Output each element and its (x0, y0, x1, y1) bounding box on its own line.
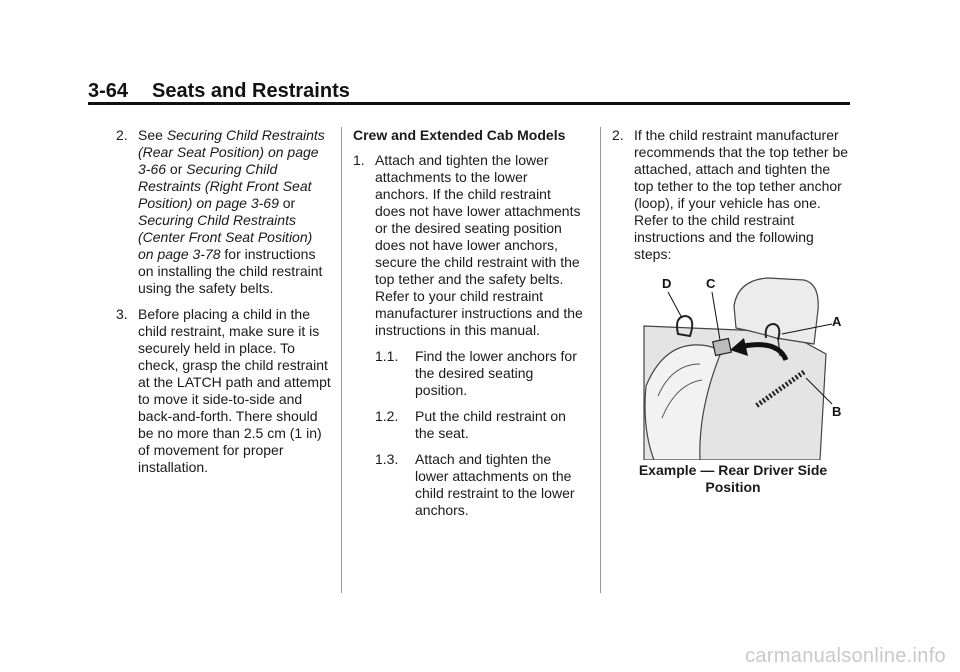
header-rule (88, 102, 850, 105)
item-number: 3. (116, 306, 128, 322)
item-text: Find the lower anchors for the desired seating position. (415, 348, 577, 398)
item-number: 2. (612, 127, 624, 143)
item-number: 1.3. (375, 451, 399, 467)
figure-caption: Example — Rear Driver Side Position (638, 462, 828, 495)
item-text: See (138, 127, 167, 143)
sub-item-1-2 (365, 408, 585, 442)
section-heading: Crew and Extended Cab Models (353, 127, 566, 143)
column-divider (600, 127, 601, 593)
sub-item-1-1 (365, 348, 585, 399)
sub-item-1-3 (365, 451, 585, 519)
item-number: 1.2. (375, 408, 399, 424)
item-text: Attach and tighten the lower attachments on the child restraint to the lower anchors. (415, 451, 575, 518)
item-text: or (278, 195, 296, 211)
list-item-2 (612, 127, 852, 263)
figure-label-a: A (832, 314, 842, 329)
leader-line (668, 292, 682, 318)
list-item-2 (116, 127, 331, 297)
item-text: If the child restraint manufacturer recommends that the top tether be attached, attach and tighten the top tether to the top tether anchor (loop), if your vehicle has one. Refer to the child restraint instructions and the following steps: (634, 127, 849, 262)
figure-label-b: B (832, 404, 842, 419)
column-2 (353, 127, 585, 528)
item-text: Attach and tighten the lower attachments to the lower anchors. If the child restraint does not have lower attachments or the desired seating position does not have lower anchors, secure the child restraint with the top tether and the safety belts. Refer to your child restraint manufacturer instructions and the instructions in this manual. (375, 152, 583, 338)
figure-label-d: D (662, 276, 672, 291)
cross-reference-link[interactable]: Securing Child Restraints (Rear Seat Position) on page 3-66 (138, 127, 325, 177)
list-item-3 (116, 306, 331, 476)
list-item-1 (353, 152, 585, 339)
watermark: carmanualsonline.info (745, 645, 946, 667)
cross-reference-link[interactable]: Securing Child Restraints (Center Front Seat Position) on page 3-78 (138, 212, 313, 262)
column-1 (116, 127, 331, 485)
tether-buckle (713, 338, 732, 355)
seat-tether-illustration (636, 268, 846, 460)
figure-label-c: C (706, 276, 716, 291)
page-header (88, 80, 350, 103)
item-text: Put the child restraint on the seat. (415, 408, 566, 441)
item-text: for instructions on installing the child restraint using the safety belts. (138, 246, 323, 296)
item-text: or (166, 161, 187, 177)
item-number: 1.1. (375, 348, 399, 364)
cross-reference-link[interactable]: Securing Child Restraints (Right Front Seat Position) on page 3-69 (138, 161, 312, 211)
column-divider (341, 127, 342, 593)
section-title: Seats and Restraints (152, 80, 350, 102)
item-number: 1. (353, 152, 365, 168)
item-number: 2. (116, 127, 128, 143)
column-3 (612, 127, 852, 272)
page-number: 3-64 (88, 80, 129, 102)
item-text: Before placing a child in the child restraint, make sure it is securely held in place. To check, grasp the child restraint at the LATCH path and attempt to move it side-to-side and back-and-forth. There should be no more than 2.5 cm (1 in) of movement for proper installation. (138, 306, 331, 475)
